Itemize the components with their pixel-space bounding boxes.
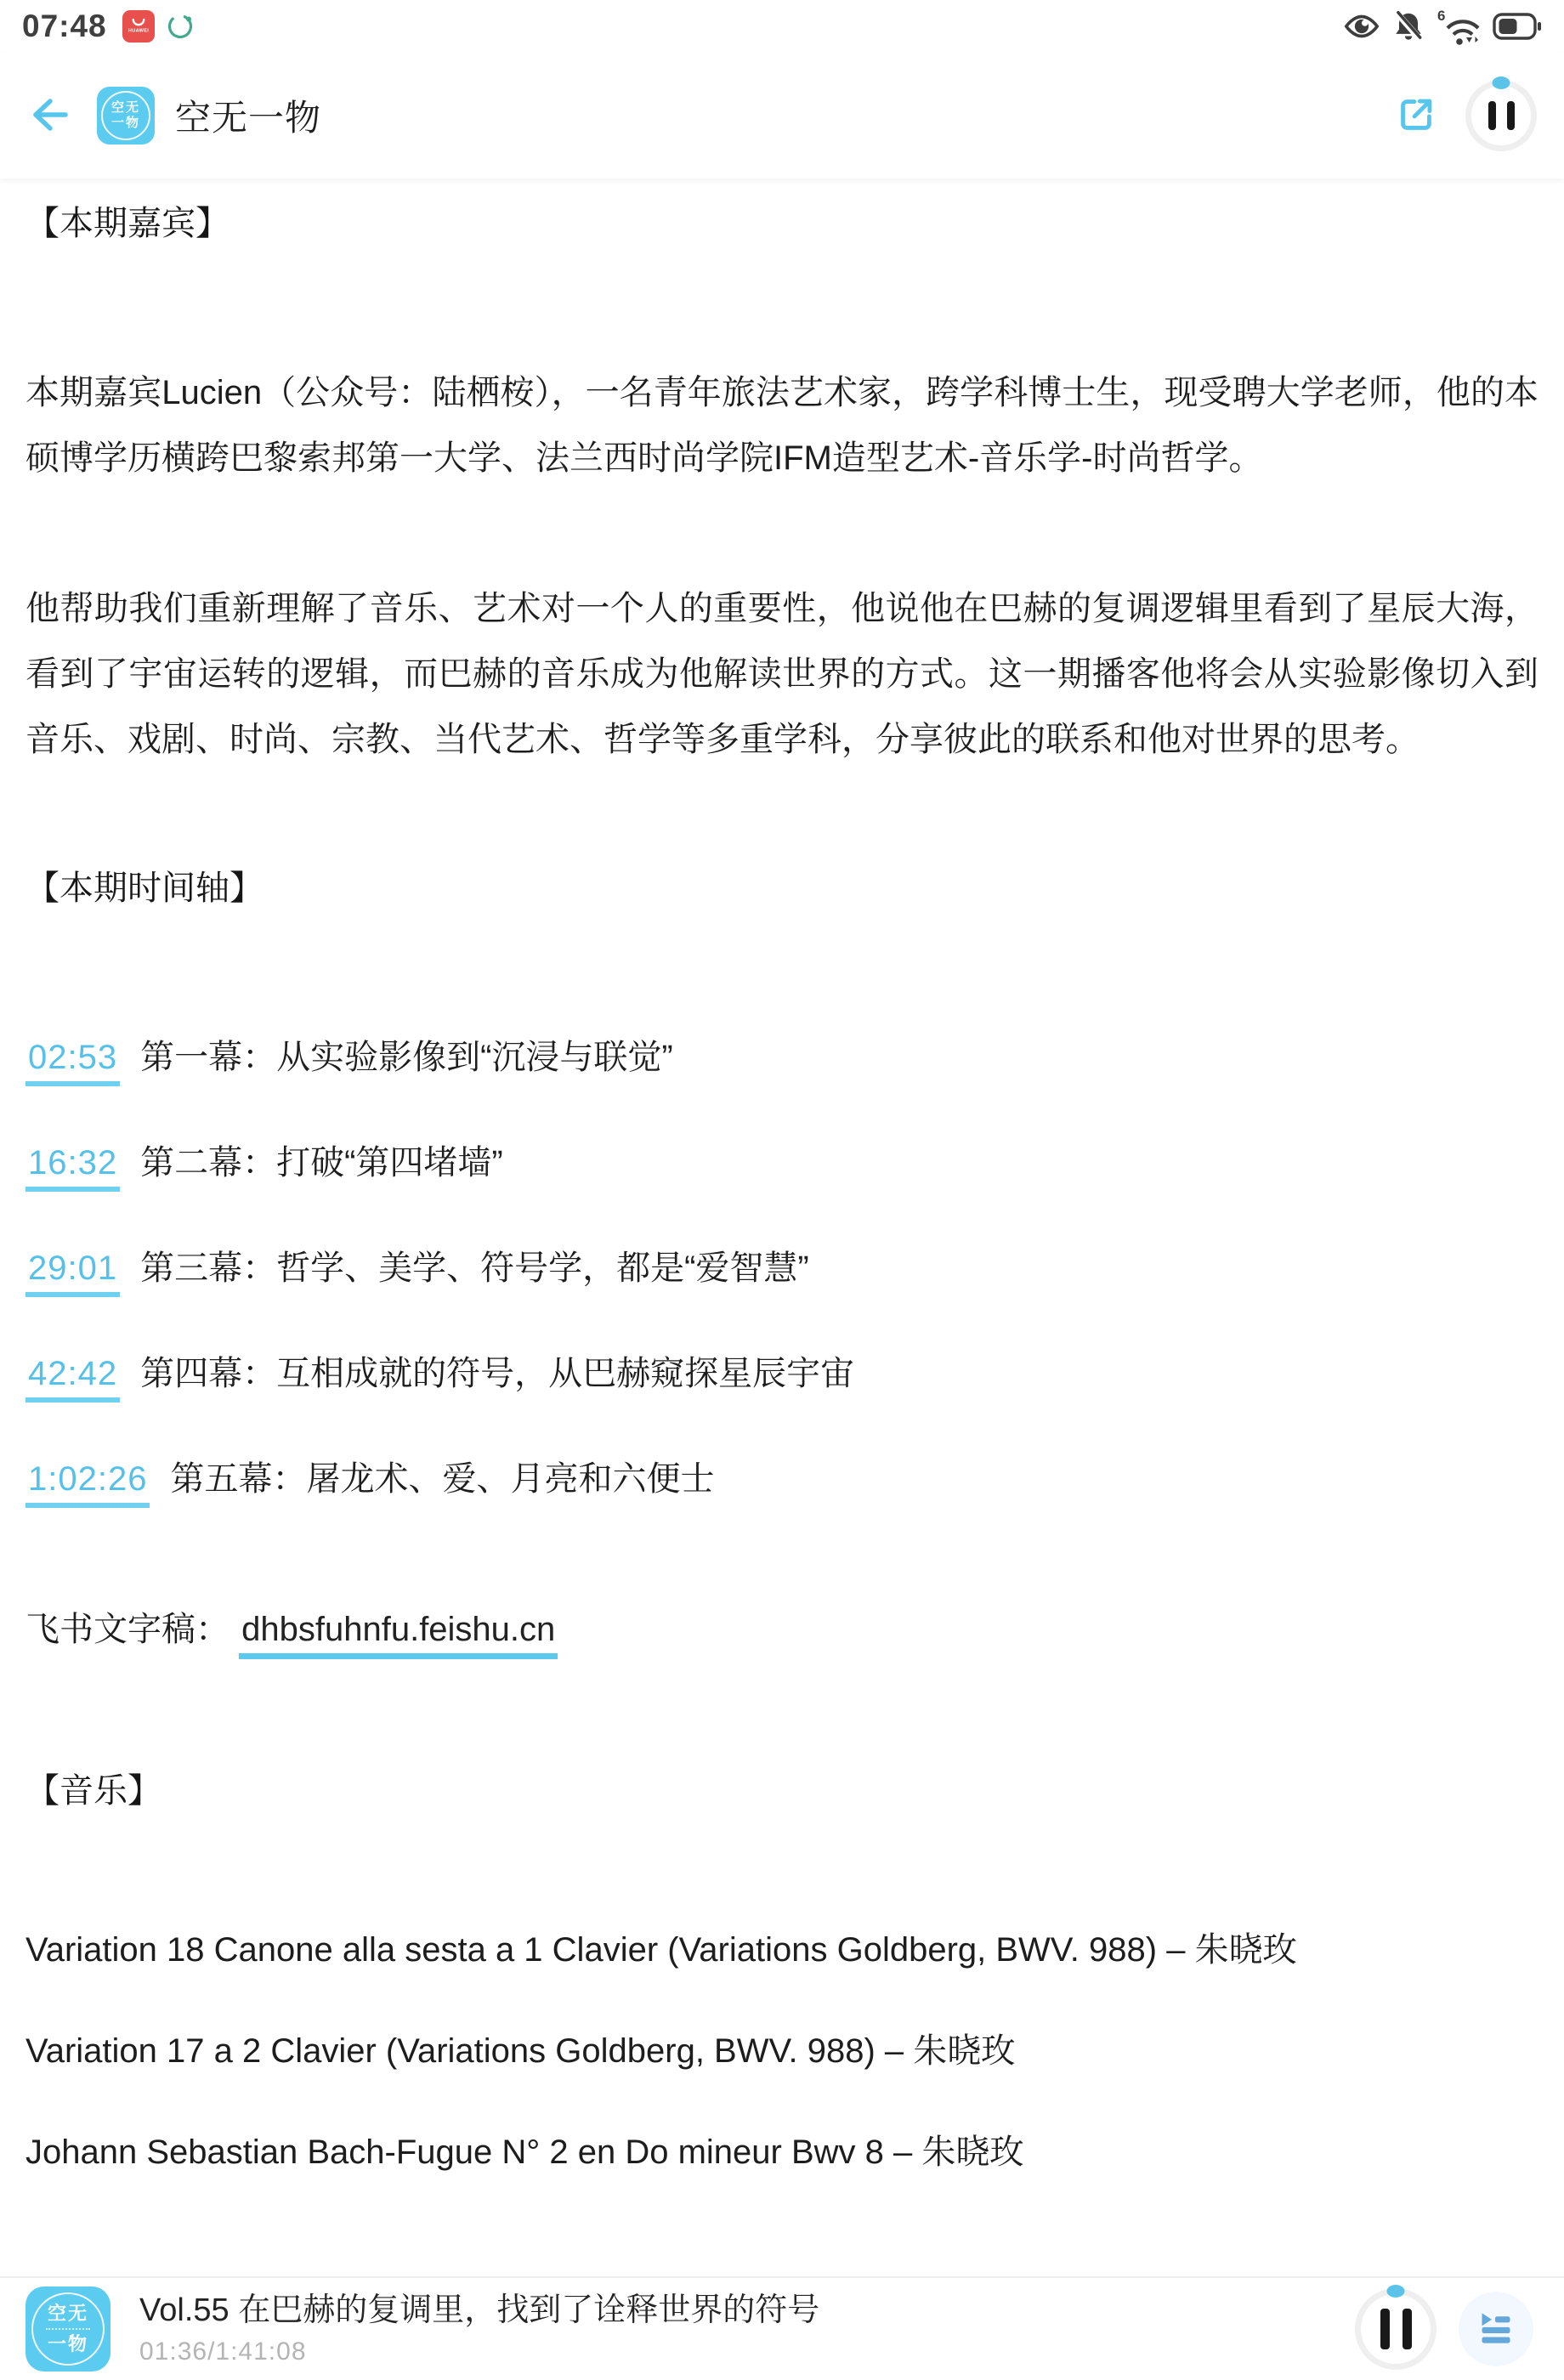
timeline-list — [26, 1025, 1538, 1512]
playlist-icon — [1477, 2309, 1515, 2349]
page-title: 空无一物 — [175, 98, 322, 138]
timeline-section-heading: 【本期时间轴】 — [26, 870, 264, 907]
eye-comfort-icon — [1343, 8, 1380, 45]
back-arrow-icon — [27, 92, 73, 140]
timestamp-link[interactable]: 16:32 — [26, 1143, 120, 1192]
timeline-item — [26, 1341, 1538, 1407]
playlist-button[interactable] — [1459, 2292, 1533, 2366]
music-track: Variation 18 Canone alla sesta a 1 Clavier (Variations Goldberg, BWV. 988) – 朱晓玫 — [26, 1931, 1297, 1969]
pause-icon — [1488, 101, 1496, 130]
timeline-title: 第四幕：互相成就的符号，从巴赫窥探星辰宇宙 — [140, 1355, 855, 1392]
wifi6-icon — [1436, 7, 1482, 46]
timeline-item — [26, 1025, 1538, 1091]
guest-paragraph: 他帮助我们重新理解了音乐、艺术对一个人的重要性，他说他在巴赫的复调逻辑里看到了星辰大海，看到了宇宙运转的逻辑，而巴赫的音乐成为他解读世界的方式。这一期播客他将会从实验影像切入到音乐、戏剧、时尚、宗教、当代艺术、哲学等多重学科，分享彼此的联系和他对世界的思考。 — [26, 590, 1538, 758]
header-pause-button[interactable] — [1465, 80, 1537, 151]
timeline-title: 第五幕：屠龙术、爱、月亮和六便士 — [170, 1460, 715, 1498]
progress-dot — [1387, 2285, 1405, 2298]
timestamp-link[interactable]: 29:01 — [26, 1249, 120, 1297]
svg-text:6: 6 — [1437, 8, 1446, 24]
album-divider — [46, 2328, 90, 2330]
timeline-item — [26, 1130, 1538, 1196]
album-text-bottom: 一物 — [47, 2333, 88, 2354]
timestamp-link[interactable]: 1:02:26 — [26, 1459, 150, 1508]
timeline-title: 第一幕：从实验影像到“沉浸与联觉” — [140, 1039, 673, 1076]
episode-notes — [0, 178, 1564, 2276]
status-time: 07:48 — [22, 8, 107, 43]
guest-paragraph: 本期嘉宾Lucien（公众号：陆栖桉），一名青年旅法艺术家，跨学科博士生，现受聘大学老师，他的本硕博学历横跨巴黎索邦第一大学、法兰西时尚学院IFM造型艺术-音乐学-时尚哲学。 — [26, 374, 1538, 477]
timeline-title: 第三幕：哲学、美学、符号学，都是“爱智慧” — [140, 1250, 809, 1287]
header — [0, 53, 1564, 178]
album-text-top: 空无 — [47, 2303, 88, 2325]
timeline-item — [26, 1447, 1538, 1512]
timeline-item — [26, 1236, 1538, 1301]
avatar-text-bottom: 一物 — [110, 116, 140, 130]
transcript-label: 飞书文字稿： — [26, 1611, 230, 1648]
player-bar[interactable] — [0, 2276, 1564, 2380]
timestamp-link[interactable]: 02:53 — [26, 1038, 120, 1086]
player-time: 01:36/1:41:08 — [139, 2338, 307, 2366]
music-track: Johann Sebastian Bach-Fugue N° 2 en Do mineur Bwv 8 – 朱晓玫 — [26, 2134, 1024, 2171]
music-section-heading: 【音乐】 — [26, 1772, 162, 1810]
share-button[interactable] — [1392, 91, 1440, 141]
battery-icon — [1493, 11, 1542, 42]
progress-dot — [1493, 76, 1510, 89]
pause-icon — [1380, 2309, 1390, 2349]
music-track: Variation 17 a 2 Clavier (Variations Goldberg, BWV. 988) – 朱晓玫 — [26, 2032, 1016, 2070]
podcast-avatar[interactable] — [97, 87, 155, 144]
player-info[interactable] — [139, 2292, 1355, 2366]
music-list — [26, 1918, 1538, 2185]
timeline-title: 第二幕：打破“第四堵墙” — [140, 1144, 503, 1182]
back-button[interactable] — [27, 92, 73, 140]
appgallery-badge-icon — [122, 10, 155, 42]
avatar-text-top: 空无 — [110, 100, 140, 116]
transcript-link[interactable]: dhbsfuhnfu.feishu.cn — [239, 1611, 558, 1659]
mute-bell-icon — [1391, 8, 1426, 44]
share-icon — [1392, 91, 1440, 141]
player-pause-button[interactable] — [1355, 2288, 1436, 2370]
guest-section-heading: 【本期嘉宾】 — [26, 205, 230, 242]
svg-text:HUAWEI: HUAWEI — [128, 28, 149, 34]
player-episode-title: Vol.55 在巴赫的复调里，找到了诠释世界的符号 — [139, 2292, 820, 2328]
sync-icon — [165, 11, 196, 42]
status-bar — [0, 0, 1564, 53]
player-album-art[interactable] — [26, 2286, 110, 2372]
timestamp-link[interactable]: 42:42 — [26, 1354, 120, 1402]
transcript-row — [26, 1597, 1538, 1663]
